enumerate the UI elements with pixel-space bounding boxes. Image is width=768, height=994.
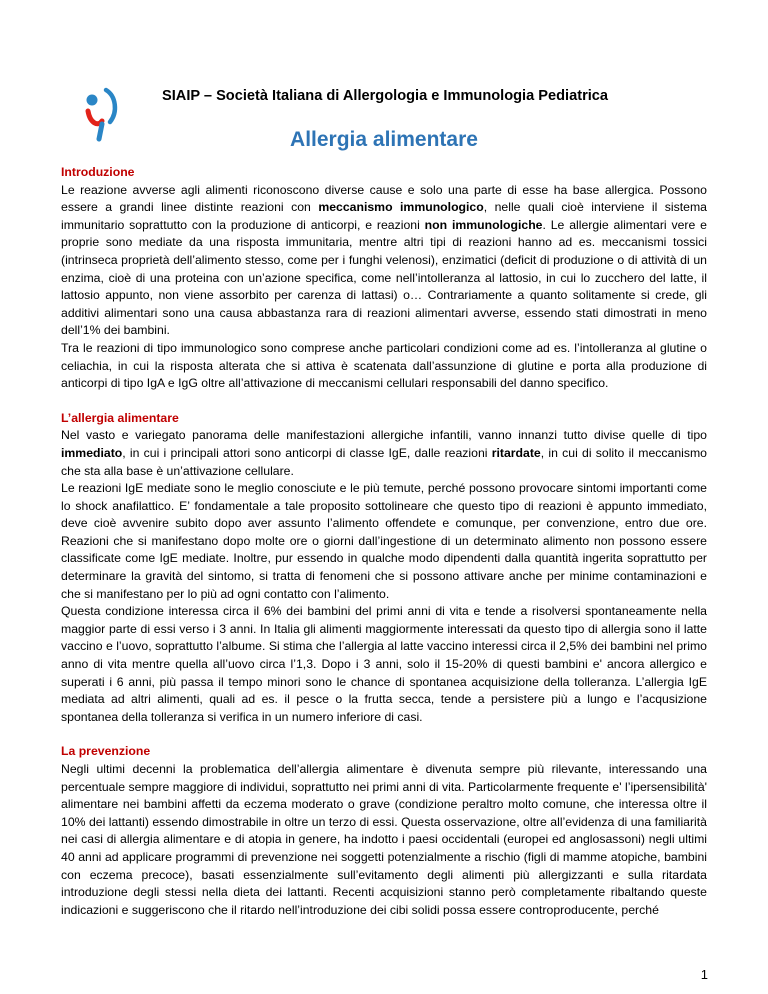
section-introduzione [61,164,707,393]
bold-term: meccanismo immunologico [318,200,484,215]
paragraph [61,603,707,726]
text-run: Tra le reazioni di tipo immunologico sono comprese anche particolari condizioni come ad es. l’intolleranza al glutine o celiachia, in cui la risposta alterata che si attiva è scatenata dall’assunzione di glutine e porta alla produzione di anticorpi di tipo IgA e IgG oltre all’attivazione di meccanismi cellulari responsabili del danno specifico. [61,340,707,391]
text-run: Nel vasto e variegato panorama delle manifestazioni allergiche infantili, vanno innanzi tutto divise quelle di tipo [61,428,707,443]
logo-red-arc-icon [88,111,102,124]
text-run: , in cui di solito il meccanismo che sta alla base è un’attivazione cellulare. [61,445,707,478]
paragraph [61,182,707,340]
bold-term: immediato [61,445,123,460]
section-heading: La prevenzione [61,744,151,759]
bold-term: ritardate [491,445,541,460]
section-heading: Introduzione [61,165,135,179]
text-run: Le reazione avverse agli alimenti riconoscono diverse cause e solo una parte di esse ha base allergica. Possono essere a grandi linee distinte reazioni con [61,182,707,215]
logo-blue-dot-icon [87,95,98,106]
text-run: Questa condizione interessa circa il 6% dei bambini del primi anni di vita e tende a risolversi spontaneamente nella maggior parte di essi verso i 3 anni. In Italia gli alimenti maggiormente interessati da questo tipo di allergia sono il latte vaccino e l’uovo, soprattutto l’albume. Si stima che l’allergia al latte vaccino interessi circa il 2,5% dei bambini nel primo anno di vita mentre quella all’uovo circa l’1,3. Dopo i 3 anni, solo il 15-20% di questi bambini e' ancora allergico e superati i 6 anni, più passa il tempo minori sono le chance di spontanea acquisizione della tolleranza. L’allergia IgE mediata ad altri alimenti, quali ad es. il pesce o la frutta secca, tende a persistere più a lungo e l’acqusizione spontanea della tolleranza si verifica in un numero inferiore di casi. [61,604,707,724]
text-run: Negli ultimi decenni la problematica dell’allergia alimentare è divenuta sempre più rilevante, interessando una percentuale sempre maggiore di individui, soprattutto nei primi anni di vita. Particolarmente frequente e' l’ipersensibilità' alimentare nei bambini affetti da eczema moderato o grave (condizione peraltro molto comune, che interessa oltre il 10% dei lattanti) essendo dimostrabile in oltre un terzo di essi. Questa osservazione, oltre all’evidenza di una familiarità nei casi di allergia alimentare e di atopia in genere, ha indotto i paesi occidentali (europei ed anglosassoni) negli ultimi 40 anni ad applicare programmi di prevenzione nei soggetti potenzialmente a rischio (figli di mamme atopiche, bambini con eczema precoce), basati essenzialmente sull’evitamento degli alimenti più allergizzanti e sulla ritardata introduzione degli stessi nella dieta dei lattanti. Recenti acquisizioni stanno però completamente ribaltando queste indicazioni e suggeriscono che il ritardo nell’introduzione dei cibi solidi possa essere controproducente, perché [61,762,707,917]
section-heading: L’allergia alimentare [61,410,179,425]
bold-term: non immunologiche [424,217,543,232]
logo-blue-arc-icon [106,90,115,122]
paragraph [61,340,707,393]
paragraph [61,427,707,480]
text-run: . Le allergie alimentari vere e proprie sono mediate da una risposta immunitaria, mentre altri tipi di reazioni hanno ad es. meccanismi tossici (intrinseca proprietà dell’alimento stesso, come per i funghi velenosi), enzimatici (deficit di produzione o di attività di un enzima, cioè di una proteina con un’azione specifica, come nell’intolleranza al lattosio, in cui lo zucchero del latte, il lattosio appunto, non viene assorbito per carenza di lattasi) o… Contrariamente a quanto solitamente si crede, gli additivi alimentari sono una causa abbastanza rara di reazioni alimentari avverse, essendo stati dimostrati in meno dell’1% dei bambini. [61,217,707,338]
organization-name: SIAIP – Società Italiana di Allergologia e Immunologia Pediatrica [162,88,609,104]
section-prevenzione [61,743,707,919]
paragraph [61,480,707,603]
page-title: Allergia alimentare [290,128,478,151]
text-run: , in cui i principali attori sono anticorpi di classe IgE, dalle reazioni [122,445,492,460]
page-number: 1 [700,967,708,982]
document-body [61,164,707,936]
text-run: Le reazioni IgE mediate sono le meglio conosciute e le più temute, perché possono provocare sintomi importanti come lo shock anafilattico. E’ fondamentale a tale proposito sottolineare che questo tipo di reazioni è appunto immediato, deve cioè avvenire subito dopo aver assunto l’alimento offendete e comunque, per convenzione, entro due ore. Reazioni che si manifestano dopo molte ore o giorni dall’ingestione di un determinato alimento non possono essere classificate come IgE mediate. Inoltre, pur essendo in qualche modo dipendenti dalla quantità ingerita soprattutto per determinare la gravità del sintomo, si tratta di fenomeni che si possono attivare anche per minime contaminazioni e che si manifestano per lo più ad ogni contatto con l’alimento. [61,481,707,601]
text-run: , nelle quali cioè interviene il sistema immunitario soprattutto con la produzione di anticorpi, e reazioni [61,200,707,232]
paragraph [61,761,707,919]
section-allergia-alimentare [61,410,707,727]
